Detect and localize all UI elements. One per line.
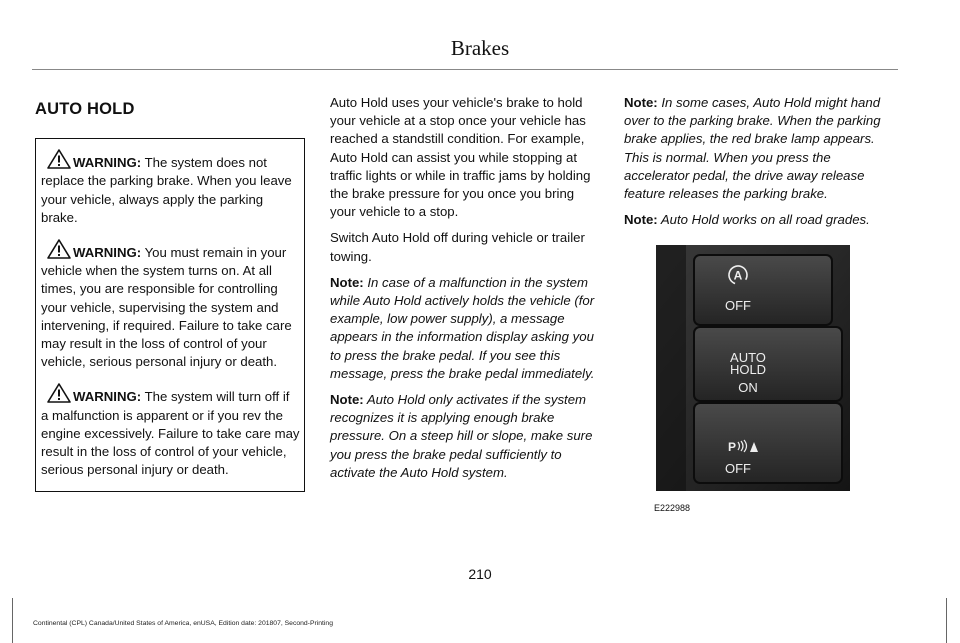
button-label-off-2: OFF — [725, 461, 751, 477]
auto-hold-panel-illustration — [656, 245, 898, 516]
warning-label: WARNING: — [73, 389, 142, 405]
button-label-on: ON — [738, 380, 758, 396]
warning-text: The system does not replace the parking brake. When you leave your vehicle, always apply the parking brake. — [41, 155, 292, 225]
crop-mark — [946, 598, 947, 643]
auto-hold-on-button — [694, 327, 842, 401]
warning-1 — [41, 149, 300, 227]
warning-label: WARNING: — [73, 155, 142, 171]
header-divider — [32, 69, 898, 70]
warning-label: WARNING: — [73, 245, 142, 261]
image-code: E222988 — [654, 502, 691, 513]
note-label: Note: — [330, 274, 364, 290]
paragraph-towing: Switch Auto Hold off during vehicle or trailer towing. — [330, 230, 585, 264]
note-activation — [330, 391, 602, 482]
note-road-grades — [624, 211, 898, 229]
column-3 — [624, 94, 898, 517]
warning-text: The system will turn off if a malfunction is apparent or if you rev the engine excessively. Failure to take care may result in the loss of control of your vehicle, serious personal injury or death. — [41, 389, 300, 478]
column-1 — [35, 94, 305, 492]
note-parking-brake — [624, 94, 898, 203]
park-assist-off-button — [694, 403, 842, 483]
note-label: Note: — [330, 392, 364, 408]
page-number: 210 — [468, 566, 492, 582]
note-label: Note: — [624, 95, 658, 110]
note-text: In some cases, Auto Hold might hand over to the parking brake. When the parking brake applies, the red brake lamp appears. This is normal. When you press the accelerator pedal, the drive away release feature releases the parking brake. — [624, 95, 881, 202]
warning-triangle-icon — [47, 239, 71, 259]
svg-text:A: A — [733, 268, 743, 283]
control-panel-image — [656, 245, 850, 491]
auto-hold-off-button — [694, 255, 832, 325]
section-heading: AUTO HOLD — [35, 100, 135, 118]
warning-3 — [41, 383, 300, 479]
note-label: Note: — [624, 212, 658, 228]
warning-box — [35, 138, 305, 492]
warning-triangle-icon — [47, 383, 71, 403]
note-malfunction — [330, 274, 602, 383]
warning-2 — [41, 239, 300, 371]
crop-mark — [12, 598, 13, 643]
note-text: Auto Hold works on all road grades. — [657, 212, 870, 228]
warning-triangle-icon — [47, 149, 71, 169]
svg-text:P: P — [728, 440, 737, 455]
button-label-off-1: OFF — [725, 298, 751, 314]
warning-text: You must remain in your vehicle when the system turns on. At all times, you are responsible for controlling your vehicle, supervising the system and intervening, if required. Failure to take care may result in the loss of control of your vehicle, serious personal injury or death. — [41, 245, 292, 370]
page-header-title: Brakes — [450, 36, 510, 60]
button-label-auto: AUTO — [730, 350, 766, 366]
note-text: In case of a malfunction in the system while Auto Hold actively holds the vehicle (for example, low power supply), a message appears in the information display asking you to press the brake pedal. If you see this message, press the brake pedal immediately. — [330, 274, 595, 381]
paragraph-auto-hold-description: Auto Hold uses your vehicle's brake to hold your vehicle at a stop once your vehicle has reached a standstill condition. For example, Auto Hold can assist you while stopping at traffic lights or while in traffic jams by holding the brake pressure for you once you bring your vehicle to a stop. — [330, 95, 591, 220]
edition-footer: Continental (CPL) Canada/United States of America, enUSA, Edition date: 201807, Second-Printing — [33, 620, 333, 627]
note-text: Auto Hold only activates if the system recognizes it is applying enough brake pressure. On a steep hill or slope, make sure you press the brake pedal sufficiently to activate the Auto Hold system. — [330, 392, 593, 480]
button-label-hold: HOLD — [729, 362, 767, 378]
column-2 — [330, 94, 602, 490]
